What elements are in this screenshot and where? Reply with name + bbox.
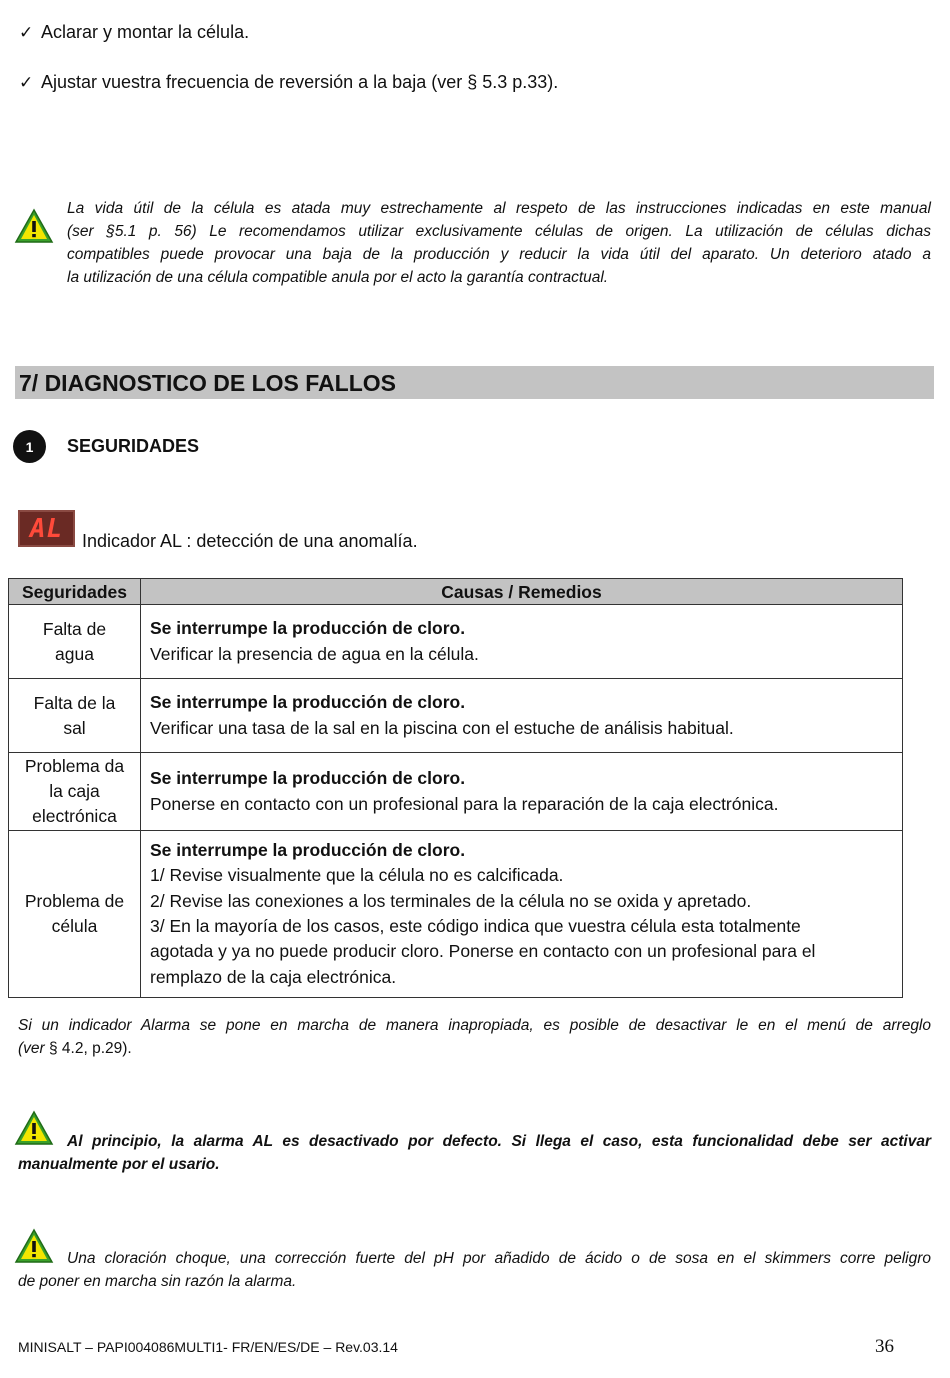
remedy-cell: Se interrumpe la producción de cloro. Ponerse en contacto con un profesional para la reparación de la caja electrónica. xyxy=(141,753,903,831)
alarm-default-warning xyxy=(18,1130,931,1176)
remedy-cell: Se interrumpe la producción de cloro. Verificar una tasa de la sal en la piscina con el estuche de análisis habitual. xyxy=(141,679,903,753)
text-line: Si un indicador Alarma se pone en marcha de manera inapropiada, es posible de desactivar le en el menú de arreglo xyxy=(18,1017,931,1034)
text-line: Al principio, la alarma AL es desactivado por defecto. Si llega el caso, esta funcionalidad debe ser activar xyxy=(67,1133,931,1150)
text-line: manualmente por el usario. xyxy=(18,1156,220,1173)
text-line: compatibles puede provocar una baja de la producción y reducir la vida útil del aparato. Un deterioro atado a xyxy=(67,246,931,263)
display-text: AL xyxy=(29,513,64,544)
checkmark-icon: ✓ xyxy=(19,73,34,92)
checklist-item: ✓ Aclarar y montar la célula. xyxy=(19,22,250,42)
table-row xyxy=(9,753,903,831)
cause-cell: Problema da la caja electrónica xyxy=(9,753,141,831)
text-line: la utilización de una célula compatible anula por el acto la garantía contractual. xyxy=(67,269,609,286)
remedy-cell: Se interrumpe la producción de cloro. 1/ Revise visualmente que la célula no es calcificada. 2/ Revise las conexiones a los terminales de la célula no se oxida y apretado. 3/ En la mayoría de los casos, este código indica que vuestra célula esta totalmente agotada y ya no puede producir cloro. Ponerse en contacto con un profesional para el remplazo de la caja electrónica. xyxy=(141,831,903,998)
section-title: 7/ DIAGNOSTICO DE LOS FALLOS xyxy=(19,370,396,396)
diagnostic-table xyxy=(8,578,903,998)
column-header: Seguridades xyxy=(9,579,141,605)
checkmark-icon: ✓ xyxy=(19,23,34,42)
checklist-item: ✓ Ajustar vuestra frecuencia de reversión a la baja (ver § 5.3 p.33). xyxy=(19,72,559,92)
table-row xyxy=(9,679,903,753)
cause-cell: Problema de célula xyxy=(9,831,141,998)
text-line: de poner en marcha sin razón la alarma. xyxy=(18,1273,297,1290)
warning-triangle-icon xyxy=(14,208,54,244)
alarm-note xyxy=(18,1014,931,1060)
table-header-row xyxy=(9,579,903,605)
text-line: (ver § 4.2, p.29). xyxy=(18,1040,132,1057)
text-line: La vida útil de la célula es atada muy estrechamente al respeto de las instrucciones indicadas en este manual xyxy=(67,200,931,217)
text-line: (ser §5.1 p. 56) Le recomendamos utilizar exclusivamente células de origen. La utilización de células dichas xyxy=(67,223,931,240)
warning-paragraph xyxy=(67,197,931,289)
text-line: Una cloración choque, una corrección fuerte del pH por añadido de ácido o de sosa en el skimmers corre peligro xyxy=(67,1250,931,1267)
document-reference: MINISALT – PAPI004086MULTI1- FR/EN/ES/DE – Rev.03.14 xyxy=(18,1339,398,1355)
column-header: Causas / Remedios xyxy=(141,579,903,605)
table-row xyxy=(9,605,903,679)
remedy-cell: Se interrumpe la producción de cloro. Verificar la presencia de agua en la célula. xyxy=(141,605,903,679)
step-number-badge: 1 xyxy=(13,430,46,463)
shock-chlorination-warning xyxy=(18,1247,931,1293)
indicator-caption: Indicador AL : detección de una anomalía. xyxy=(82,531,418,551)
page-number: 36 xyxy=(875,1336,894,1357)
al-display-icon xyxy=(18,510,75,547)
table-row xyxy=(9,831,903,998)
cause-cell: Falta de agua xyxy=(9,605,141,679)
cause-cell: Falta de la sal xyxy=(9,679,141,753)
subsection-title: SEGURIDADES xyxy=(67,436,200,456)
